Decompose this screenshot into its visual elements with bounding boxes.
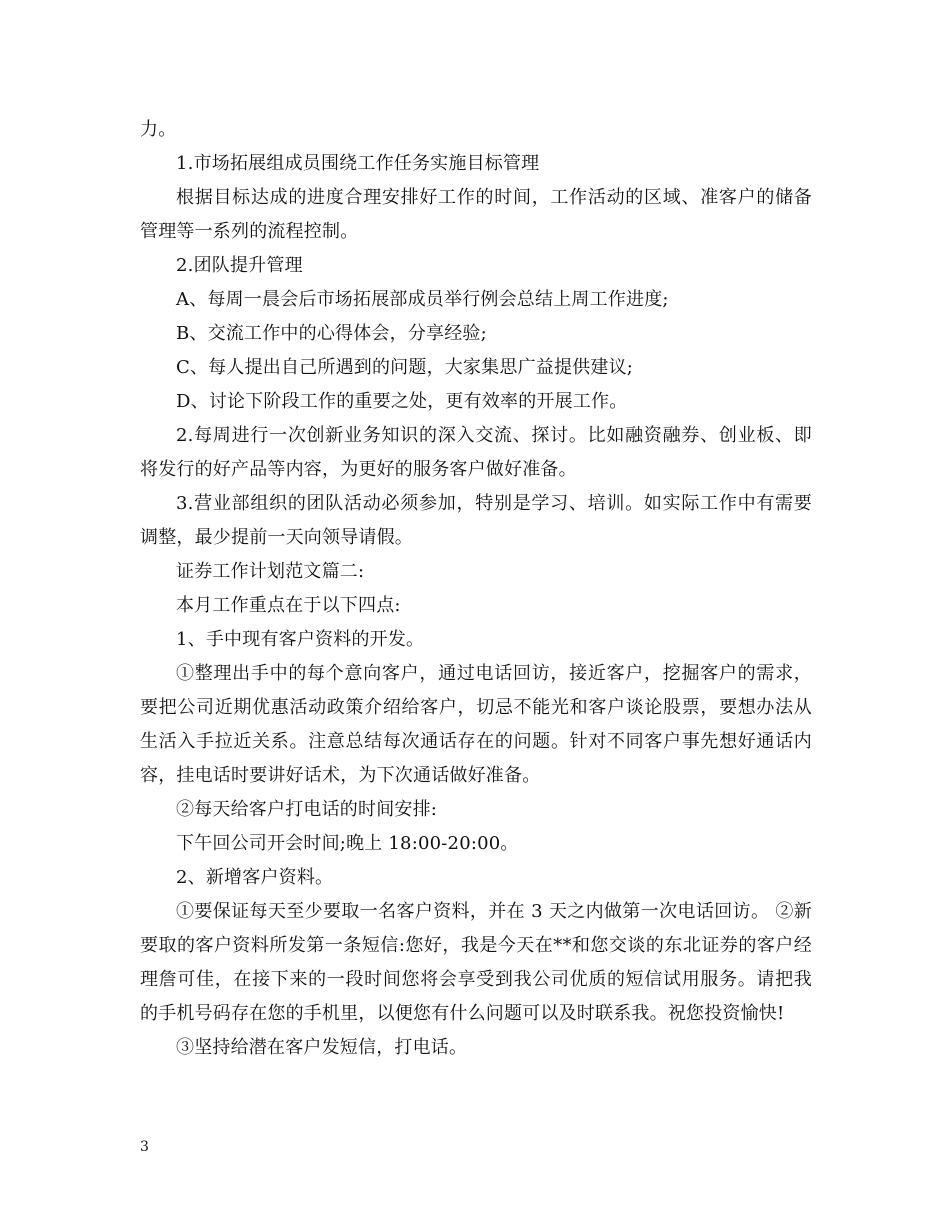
paragraph: ①整理出手中的每个意向客户，通过电话回访，接近客户，挖掘客户的需求，要把公司近期优惠活动政策介绍给客户，切忌不能光和客户谈论股票，要想办法从生活入手拉近关系。注意总结每次通话存在的问题。针对不同客户事先想好通话内容，挂电话时要讲好话术，为下次通话做好准备。 [140,663,812,786]
paragraph: 3.营业部组织的团队活动必须参加，特别是学习、培训。如实际工作中有需要调整，最少提前一天向领导请假。 [140,493,812,548]
paragraph: 1.市场拓展组成员围绕工作任务实施目标管理 [176,153,540,174]
paragraph: ②每天给客户打电话的时间安排: [176,799,438,820]
document-body [140,113,812,1065]
paragraph: B、交流工作中的心得体会，分享经验; [176,323,487,344]
paragraph: 1、手中现有客户资料的开发。 [176,629,425,650]
paragraph: C、每人提出自己所遇到的问题，大家集思广益提供建议; [176,357,634,378]
paragraph: ③坚持给潜在客户发短信，打电话。 [176,1037,468,1058]
paragraph: 本月工作重点在于以下四点: [176,595,401,616]
paragraph: 力。 [140,119,177,140]
paragraph: 下午回公司开会时间;晚上 18:00-20:00。 [176,833,519,854]
paragraph: 2.团队提升管理 [176,255,303,276]
paragraph: ①要保证每天至少要取一名客户资料，并在 3 天之内做第一次电话回访。 ②新要取的客户资料所发第一条短信:您好，我是今天在**和您交谈的东北证券的客户经理詹可佳，在接下来的一段时间您将会享受到我公司优质的短信试用服务。请把我的手机号码存在您的手机里，以便您有什么问题可以及时联系我。祝您投资愉快! [140,901,812,1024]
page-number: 3 [140,1139,149,1155]
paragraph: A、每周一晨会后市场拓展部成员举行例会总结上周工作进度; [176,289,669,310]
paragraph: D、讨论下阶段工作的重要之处，更有效率的开展工作。 [176,391,628,412]
paragraph: 根据目标达成的进度合理安排好工作的时间，工作活动的区域、准客户的储备管理等一系列的流程控制。 [140,187,812,242]
section-heading: 证券工作计划范文篇二: [176,561,365,582]
paragraph: 2.每周进行一次创新业务知识的深入交流、探讨。比如融资融券、创业板、即将发行的好产品等内容，为更好的服务客户做好准备。 [140,425,812,480]
paragraph: 2、新增客户资料。 [176,867,334,888]
